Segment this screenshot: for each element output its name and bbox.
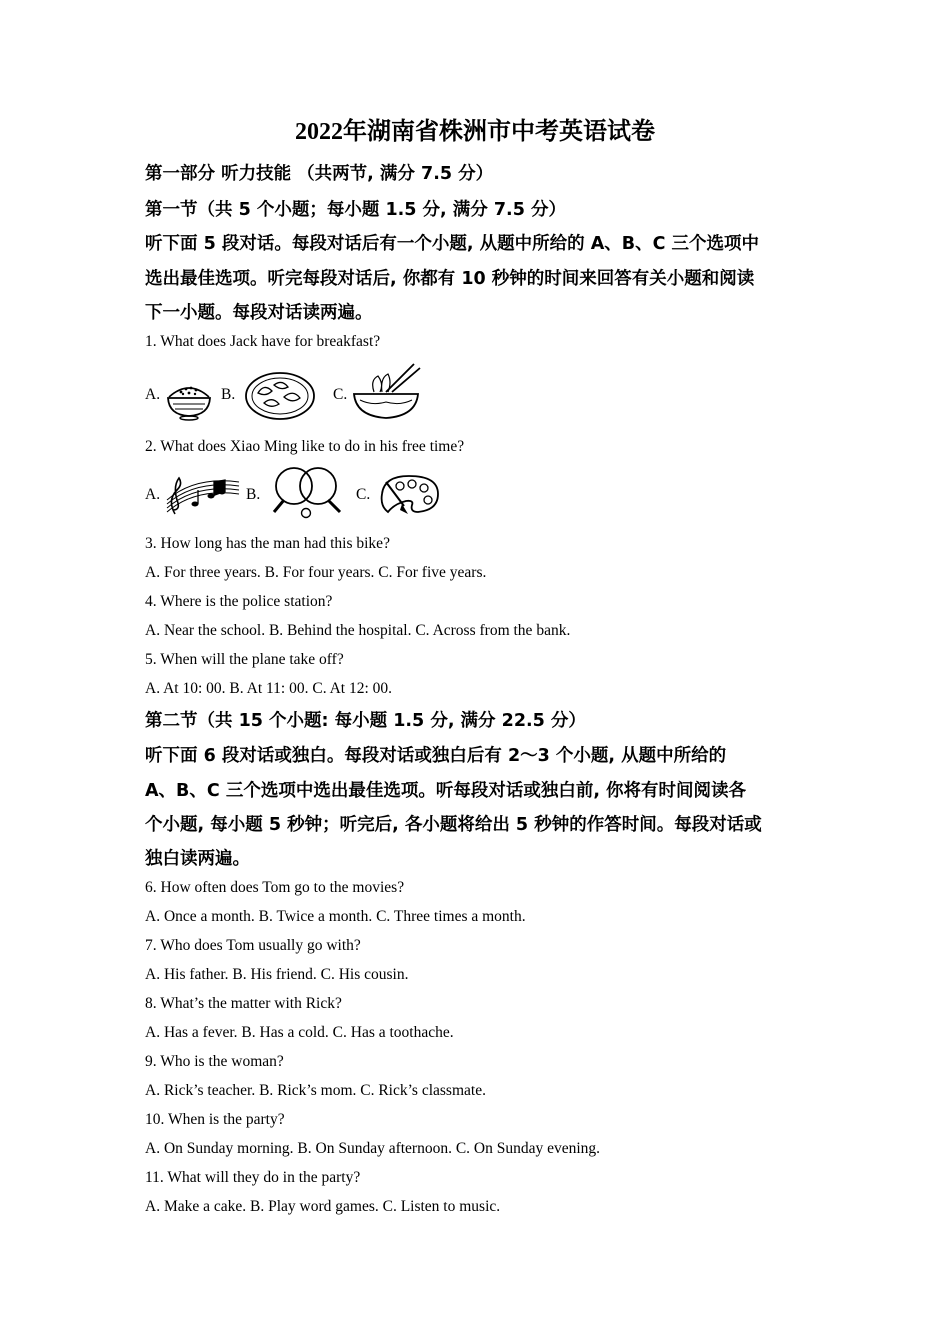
- options-5: A. At 10: 00. B. At 11: 00. C. At 12: 00.: [145, 680, 393, 697]
- section1-instruction-line: 下一小题。每段对话读两遍。: [145, 303, 373, 323]
- options-6: A. Once a month. B. Twice a month. C. Three times a month.: [145, 908, 526, 925]
- section2-instruction-line: 独白读两遍。: [145, 849, 250, 869]
- options-4: A. Near the school. B. Behind the hospital. C. Across from the bank.: [145, 622, 571, 639]
- options-11: A. Make a cake. B. Play word games. C. Listen to music.: [145, 1198, 501, 1215]
- option-label-b: B.: [221, 386, 236, 403]
- exam-title: 2022年湖南省株洲市中考英语试卷: [295, 119, 655, 145]
- question-6: 6. How often does Tom go to the movies?: [145, 879, 405, 896]
- question-2: 2. What does Xiao Ming like to do in his free time?: [145, 438, 465, 455]
- option-label-a: A.: [145, 386, 161, 403]
- section2-instruction-line: A、B、C 三个选项中选出最佳选项。听每段对话或独白前, 你将有时间阅读各: [145, 781, 747, 801]
- dumplings-plate-icon: [244, 371, 316, 421]
- ping-pong-paddles-icon: [268, 466, 346, 520]
- question-3: 3. How long has the man had this bike?: [145, 535, 390, 552]
- music-notes-icon: [165, 470, 241, 518]
- question-1: 1. What does Jack have for breakfast?: [145, 333, 381, 350]
- section2-instruction-line: 听下面 6 段对话或独白。每段对话或独白后有 2～3 个小题, 从题中所给的: [145, 746, 727, 766]
- paint-palette-icon: [378, 474, 440, 518]
- noodles-bowl-icon: [352, 362, 422, 422]
- question-8: 8. What’s the matter with Rick?: [145, 995, 342, 1012]
- section1-instruction-line: 听下面 5 段对话。每段对话后有一个小题, 从题中所给的 A、B、C 三个选项中: [145, 234, 760, 254]
- section1-instruction-line: 选出最佳选项。听完每段对话后, 你都有 10 秒钟的时间来回答有关小题和阅读: [145, 269, 755, 289]
- options-9: A. Rick’s teacher. B. Rick’s mom. C. Rick’s classmate.: [145, 1082, 486, 1099]
- section2-instruction-line: 个小题, 每小题 5 秒钟；听完后, 各小题将给出 5 秒钟的作答时间。每段对话或: [145, 815, 762, 835]
- question-4: 4. Where is the police station?: [145, 593, 333, 610]
- option-label-a: A.: [145, 486, 161, 503]
- question-5: 5. When will the plane take off?: [145, 651, 344, 668]
- rice-bowl-icon: [165, 373, 213, 421]
- section2-heading: 第二节（共 15 个小题: 每小题 1.5 分, 满分 22.5 分）: [145, 711, 586, 731]
- options-8: A. Has a fever. B. Has a cold. C. Has a toothache.: [145, 1024, 454, 1041]
- options-7: A. His father. B. His friend. C. His cousin.: [145, 966, 409, 983]
- options-3: A. For three years. B. For four years. C. For five years.: [145, 564, 487, 581]
- option-label-c: C.: [356, 486, 371, 503]
- option-label-c: C.: [333, 386, 348, 403]
- question-11: 11. What will they do in the party?: [145, 1169, 361, 1186]
- question-10: 10. When is the party?: [145, 1111, 285, 1128]
- part1-heading: 第一部分 听力技能 （共两节, 满分 7.5 分）: [145, 164, 494, 184]
- question-9: 9. Who is the woman?: [145, 1053, 284, 1070]
- option-label-b: B.: [246, 486, 261, 503]
- question-7: 7. Who does Tom usually go with?: [145, 937, 361, 954]
- options-10: A. On Sunday morning. B. On Sunday afternoon. C. On Sunday evening.: [145, 1140, 601, 1157]
- section1-heading: 第一节（共 5 个小题；每小题 1.5 分, 满分 7.5 分）: [145, 200, 566, 220]
